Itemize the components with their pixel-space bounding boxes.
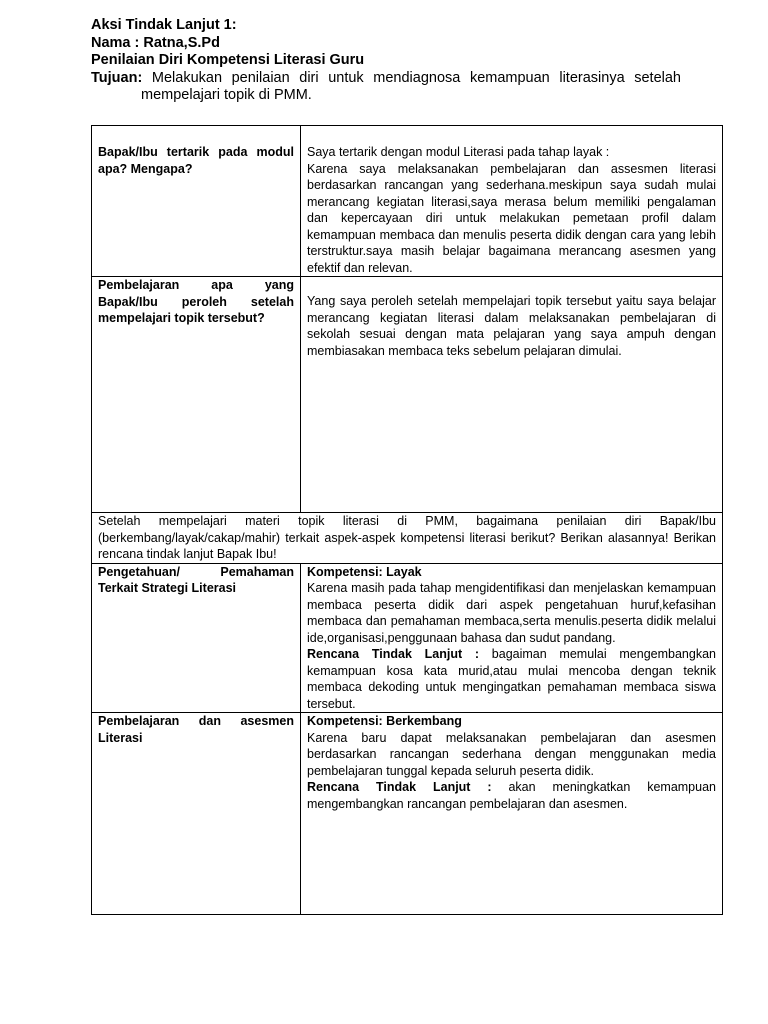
instruction-cell — [92, 513, 723, 564]
table-row — [92, 513, 723, 564]
question-cell — [92, 126, 301, 277]
table-row — [92, 126, 723, 277]
doc-title: Aksi Tindak Lanjut 1: — [91, 17, 237, 33]
question-text: Bapak/Ibu tertarik pada modul apa? Mengapa? — [98, 145, 294, 176]
answer-cell — [301, 277, 723, 513]
assessment-cell — [301, 563, 723, 713]
aspect-cell — [92, 713, 301, 915]
reason-text: Karena baru dapat melaksanakan pembelajaran dan asesmen berdasarkan rancangan sederhana dengan menggunakan media pembelajaran tunggal kepada seluruh peserta didik. — [307, 730, 716, 778]
aspect-label: Pembelajaran dan asesmen Literasi — [98, 714, 294, 745]
tujuan-paragraph — [91, 70, 681, 105]
author-name: Nama : Ratna,S.Pd — [91, 34, 220, 51]
instruction-text: Setelah mempelajari materi topik literasi di PMM, bagaimana penilaian diri Bapak/Ibu (berkembang/layak/cakap/mahir) terkait aspek-aspek kompetensi literasi berikut? Berikan alasannya! Berikan rencana tindak lanjut Bapak Ibu! — [98, 514, 716, 561]
table-row — [92, 563, 723, 713]
rtl-paragraph — [307, 646, 716, 712]
rtl-label: Rencana Tindak Lanjut : — [307, 780, 492, 794]
table-row — [92, 277, 723, 513]
reason-text: Karena masih pada tahap mengidentifikasi dan menjelaskan kemampuan membaca peserta didik dari aspek pengetahuan huruf,kefasihan membaca dan pemahaman membaca,serta menulis.peserta didik melalui ide,organisasi,penggunaan bahasa dan sudut pandang. — [307, 581, 716, 645]
aspect-label: Pengetahuan/ Pemahaman Terkait Strategi Literasi — [98, 564, 294, 595]
answer-intro: Saya tertarik dengan modul Literasi pada tahap layak : — [307, 145, 610, 159]
question-cell — [92, 277, 301, 513]
answer-cell — [301, 126, 723, 277]
document-header — [91, 17, 681, 105]
question-text: Pembelajaran apa yang Bapak/Ibu peroleh setelah mempelajari topik tersebut? — [98, 278, 294, 325]
table-row — [92, 713, 723, 915]
doc-subtitle: Penilaian Diri Kompetensi Literasi Guru — [91, 52, 365, 68]
tujuan-label: Tujuan: — [91, 69, 143, 86]
tujuan-text: Melakukan penilaian diri untuk mendiagnosa kemampuan literasinya setelah mempelajari topik di PMM. — [141, 69, 681, 103]
answer-text: Karena saya melaksanakan pembelajaran dan assesmen literasi berdasarkan rancangan yang sederhana.meskipun saya sudah mulai merancang kegiatan literasi,saya merasa belum memiliki pengalaman dan kepercayaan diri untuk melakukan pemetaan profil dalam kemampuan membaca dan menulis peserta didik dengan cara yang lebih terstruktur.saya masih belajar bagaimana merancang asesmen yang efektif dan relevan. — [307, 161, 716, 275]
rtl-text: akan meningkatkan kemampuan mengembangkan rancangan pembelajaran dan asesmen. — [307, 780, 716, 811]
kompetensi-label: Kompetensi: Berkembang — [307, 714, 462, 728]
kompetensi-label: Kompetensi: Layak — [307, 564, 422, 579]
rtl-paragraph — [307, 779, 716, 812]
aspect-cell — [92, 563, 301, 713]
assessment-cell — [301, 713, 723, 915]
rtl-label: Rencana Tindak Lanjut : — [307, 647, 480, 661]
rtl-text: bagaiman memulai mengembangkan kemampuan kosa kata murid,atau mulai mencoba dengan teknik membaca dekoding untuk mengingatkan pemahaman membaca siswa tersebut. — [307, 647, 716, 711]
self-assessment-table — [91, 125, 723, 915]
answer-text: Yang saya peroleh setelah mempelajari topik tersebut yaitu saya belajar merancang kegiatan literasi dalam melaksanakan pembelajaran di sekolah sesuai dengan mata pelajaran yang saya ampuh dengan membiasakan membaca teks sebelum pelajaran dimulai. — [307, 294, 716, 358]
